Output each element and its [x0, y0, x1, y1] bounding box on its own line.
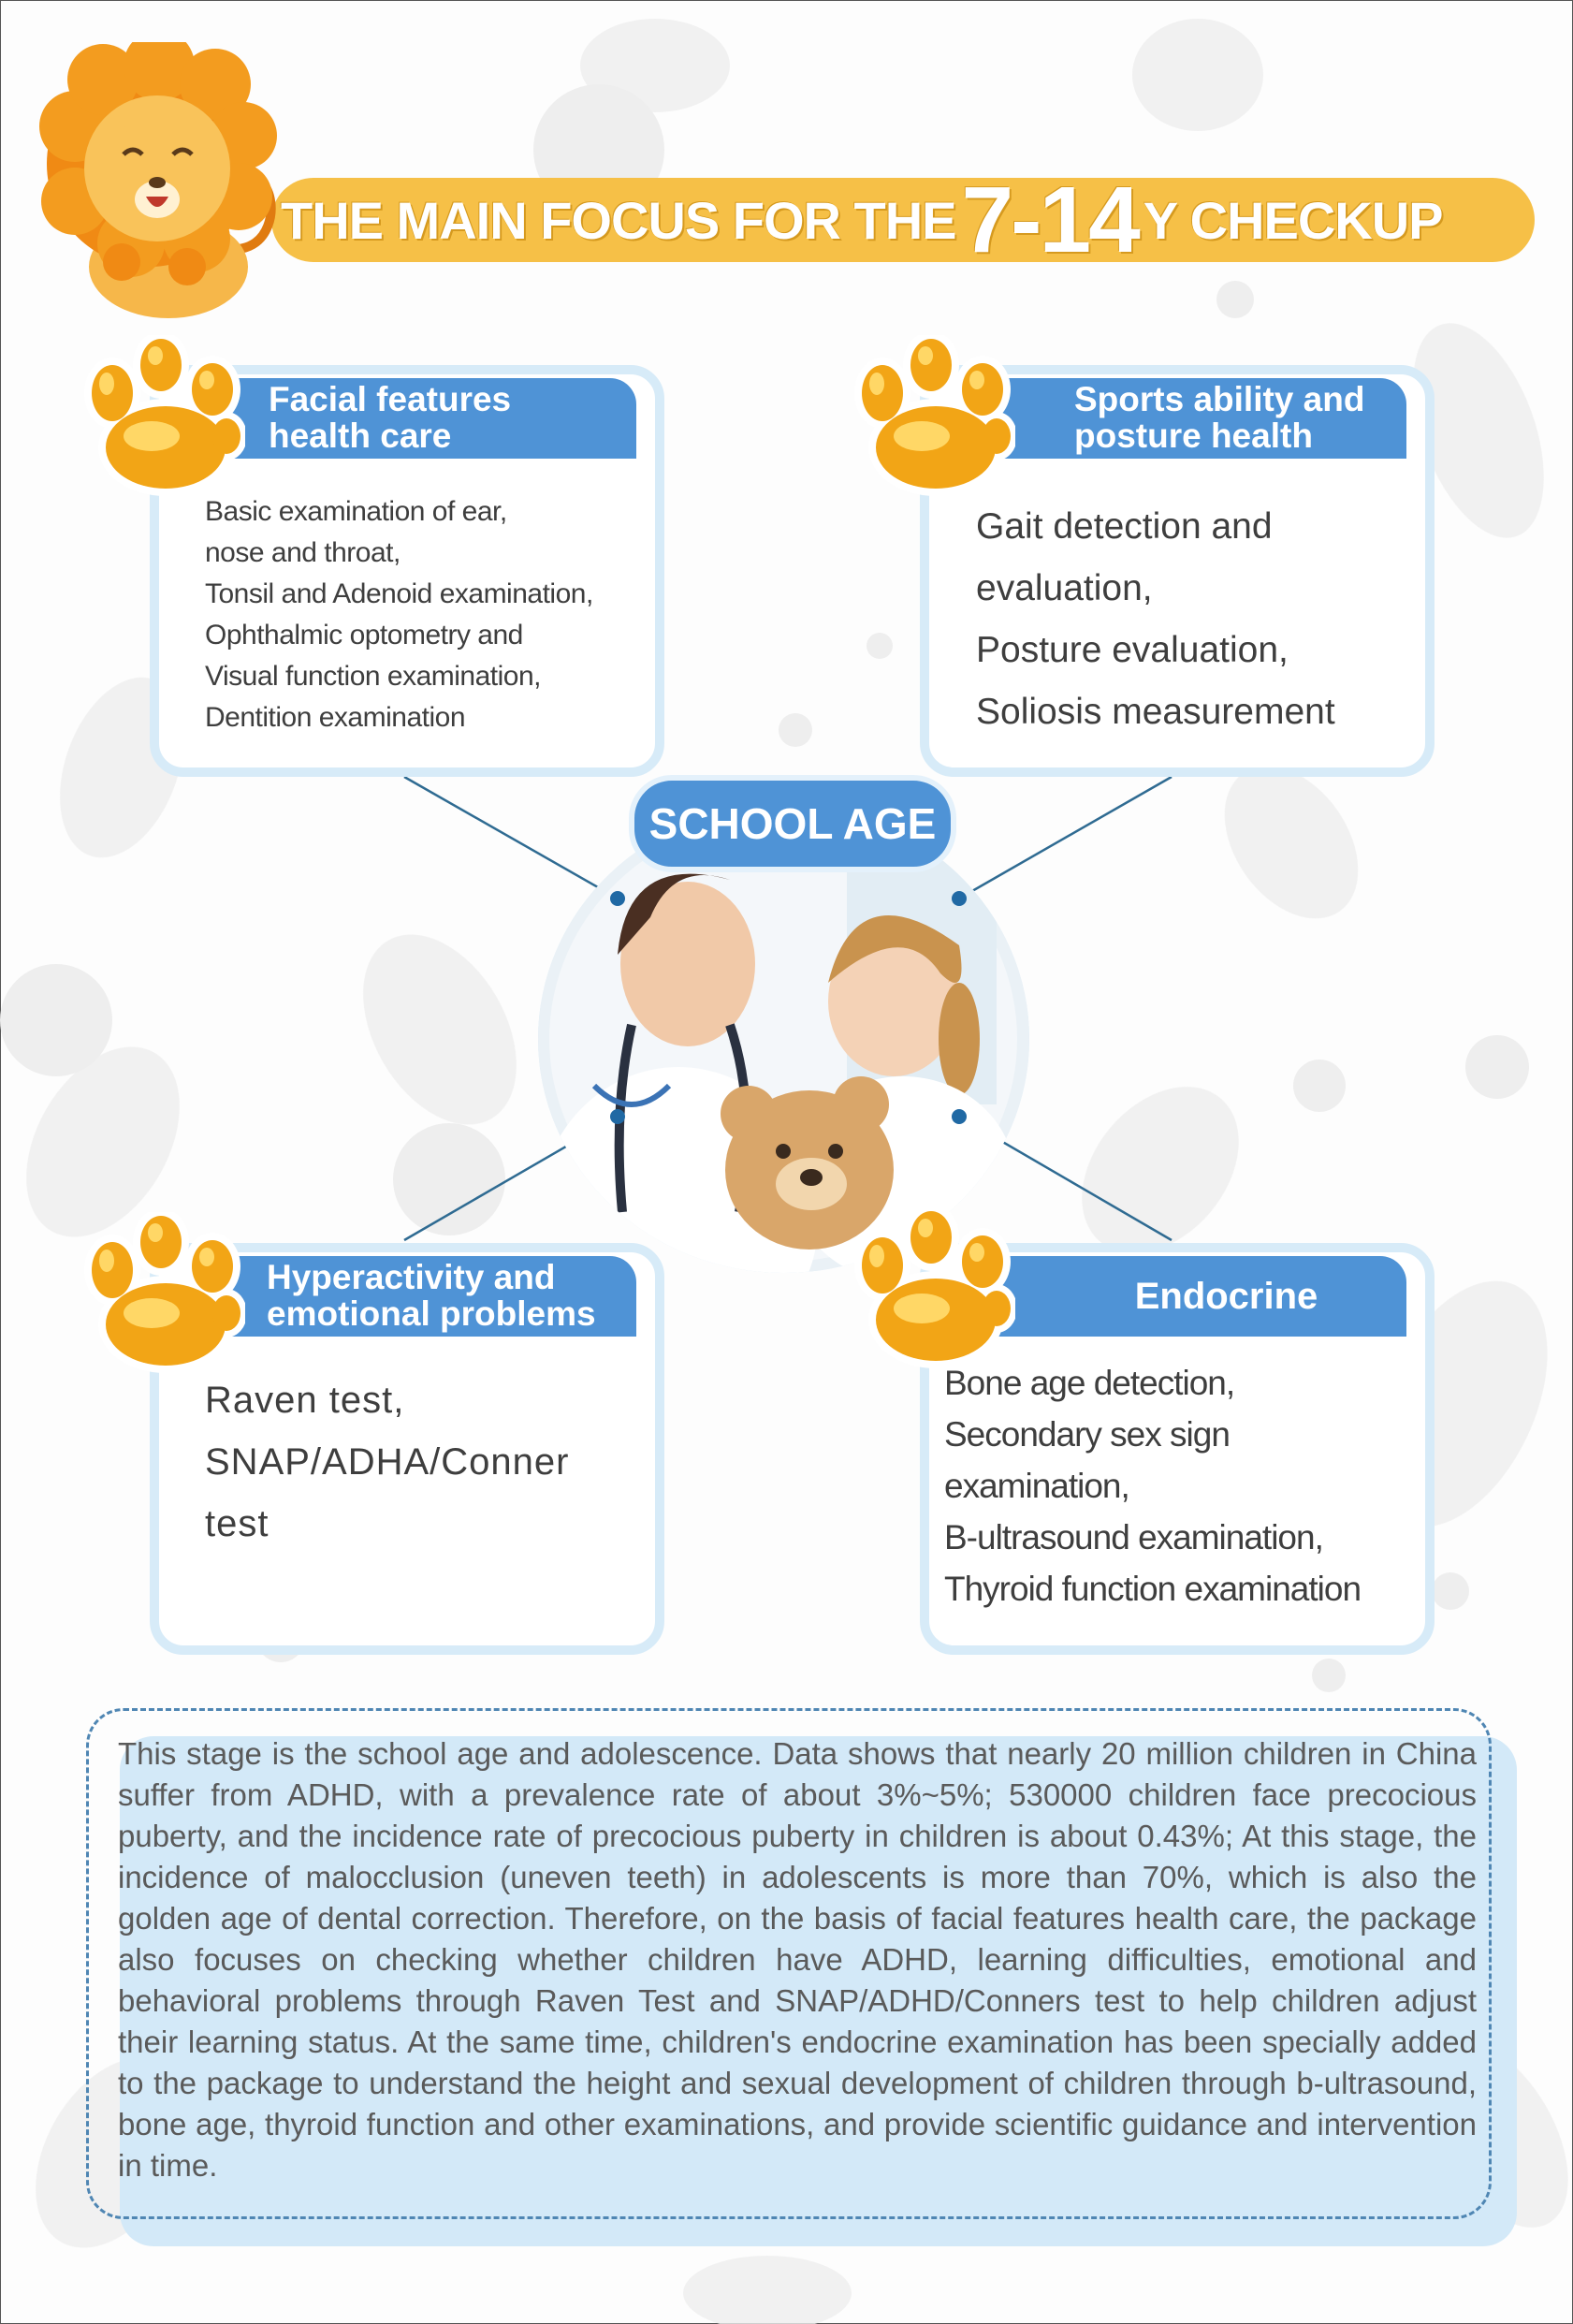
- card-heading-line: health care: [269, 417, 452, 455]
- paw-icon: [77, 335, 245, 504]
- doctor-child-photo: [538, 805, 1029, 1273]
- list-item: Posture evaluation,: [976, 630, 1289, 670]
- list-item: Thyroid function examination: [944, 1570, 1362, 1608]
- card-heading-line: Sports ability and: [1074, 380, 1365, 419]
- list-item: Secondary sex sign: [944, 1415, 1230, 1454]
- list-item: nose and throat,: [205, 537, 401, 568]
- list-item: Bone age detection,: [944, 1364, 1235, 1402]
- card-items: [944, 1357, 1361, 1615]
- list-item: Basic examination of ear,: [205, 496, 507, 527]
- list-item: Dentition examination: [205, 702, 466, 733]
- card-heading-line: posture health: [1074, 417, 1313, 455]
- card-heading-line: emotional problems: [267, 1294, 596, 1333]
- description-text: This stage is the school age and adolescence. Data shows that nearly 20 million children in China suffer from ADHD, with a prevalence rate of about 3%~5%; 530000 children face precocious puberty, and the incidence rate of precocious puberty in children is about 0.43%; At this stage, the incidence of malocclusion (uneven teeth) in adolescents is more than 70%, which is also the golden age of dental correction. Therefore, on the basis of facial features health care, the package also focuses on checking whether children have ADHD, learning difficulties, emotional and behavioral problems through Raven Test and SNAP/ADHD/Conners test to help children adjust their learning status. At the same time, children's endocrine examination has been specially added to the package to understand the height and sexual development of children through b-ultrasound, bone age, thyroid function and other examinations, and provide scientific guidance and intervention in time.: [118, 1736, 1477, 2183]
- doctor-child-illustration: [538, 805, 1029, 1273]
- card-heading: [971, 1256, 1406, 1337]
- list-item: SNAP/ADHA/Conner: [205, 1441, 570, 1483]
- list-item: Soliosis measurement: [976, 692, 1335, 732]
- paw-icon: [847, 1207, 1015, 1376]
- list-item: Ophthalmic optometry and: [205, 620, 523, 650]
- list-item: Raven test,: [205, 1380, 405, 1421]
- card-heading-line: Endocrine: [1134, 1276, 1318, 1317]
- list-item: test: [205, 1503, 269, 1544]
- card-heading: [971, 378, 1406, 459]
- card-items: [976, 496, 1335, 743]
- list-item: examination,: [944, 1467, 1129, 1505]
- list-item: Gait detection and: [976, 506, 1273, 547]
- paw-icon: [77, 1212, 245, 1381]
- title-age-range: 7-14: [961, 167, 1138, 272]
- title-prefix: THE MAIN FOCUS FOR THE: [281, 190, 956, 250]
- card-items: [205, 1369, 569, 1555]
- list-item: Tonsil and Adenoid examination,: [205, 578, 593, 609]
- card-heading: [201, 378, 636, 459]
- paw-icon: [847, 335, 1015, 504]
- title-suffix: Y CHECKUP: [1143, 190, 1443, 250]
- card-heading: [201, 1256, 636, 1337]
- list-item: Visual function examination,: [205, 661, 542, 692]
- card-heading-line: Facial features: [269, 380, 512, 419]
- list-item: B-ultrasound examination,: [944, 1518, 1323, 1557]
- school-age-label: SCHOOL AGE: [629, 775, 956, 872]
- list-item: evaluation,: [976, 568, 1153, 608]
- card-items: [205, 491, 593, 738]
- card-heading-line: Hyperactivity and: [267, 1258, 556, 1297]
